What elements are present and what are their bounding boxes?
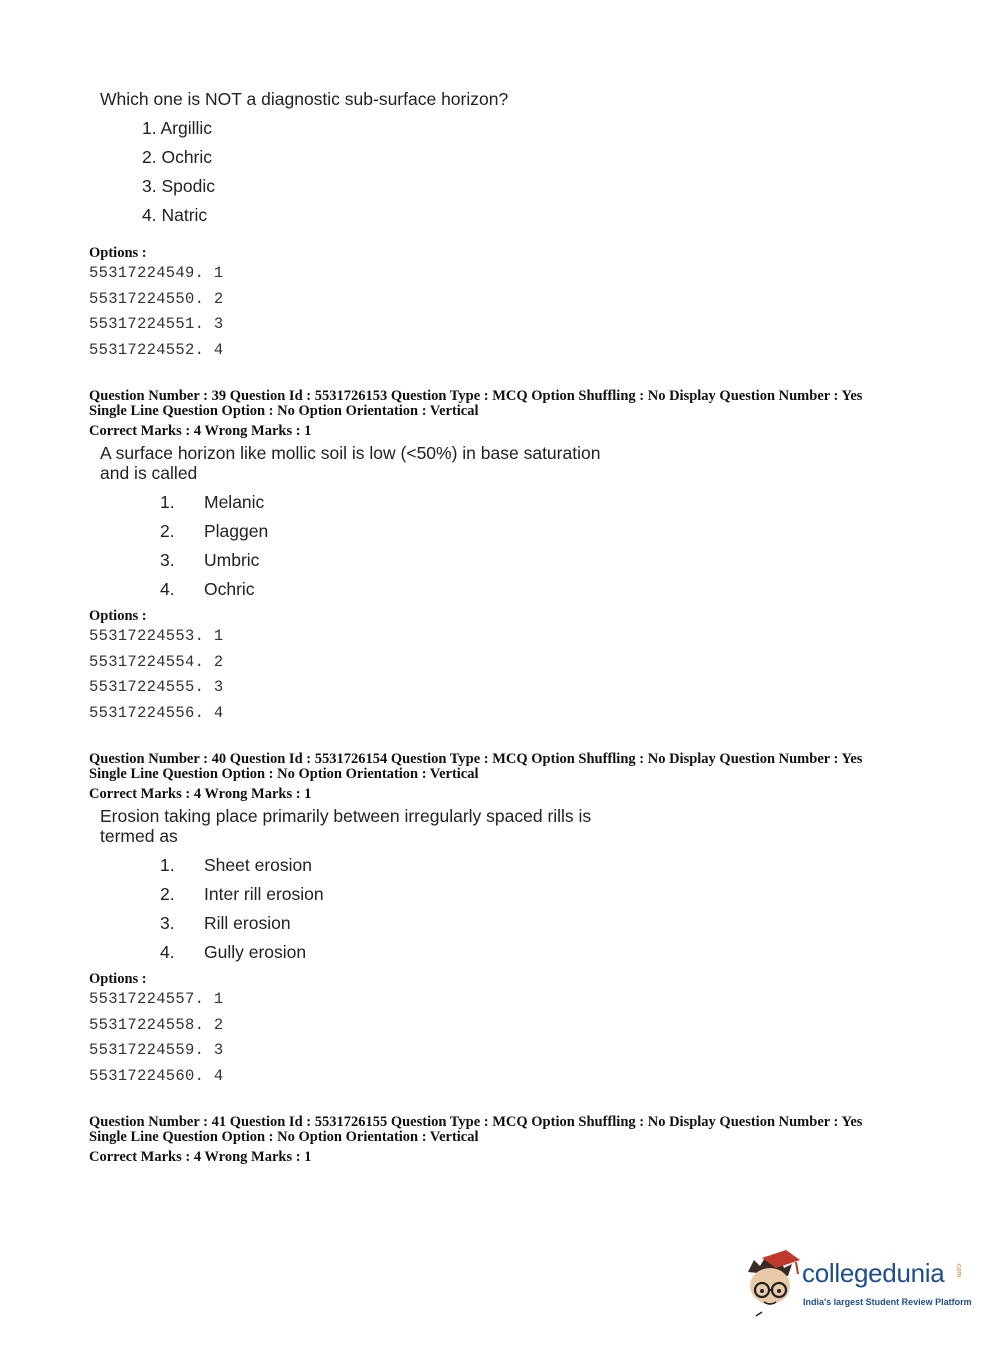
choice-text: Melanic [204,492,265,512]
question-header-options: Single Line Question Option : No Option Orientation : Vertical [89,403,479,419]
option-id-1: 55317224557. 1 [89,990,224,1008]
option-id-4: 55317224560. 4 [89,1067,224,1085]
question-header-options: Single Line Question Option : No Option Orientation : Vertical [89,766,479,782]
choice-number: 3. [160,550,175,570]
choice-number: 3. [160,913,175,933]
choice-2 [160,884,324,905]
question-text-line-2: and is called [100,463,198,483]
logo-domain-suffix: .com [955,1262,962,1278]
choice-3: 3. Spodic [142,176,215,196]
question-text-line-1: A surface horizon like mollic soil is low (<50%) in base saturation [100,443,601,463]
choice-text: Ochric [204,579,255,599]
question-marks: Correct Marks : 4 Wrong Marks : 1 [89,1149,312,1165]
choice-4 [160,942,306,963]
choice-number: 1. [160,492,175,512]
option-id-4: 55317224556. 4 [89,704,224,722]
option-id-3: 55317224559. 3 [89,1041,224,1059]
question-marks: Correct Marks : 4 Wrong Marks : 1 [89,786,312,802]
logo-tagline: India's largest Student Review Platform [803,1297,972,1307]
options-label: Options : [89,608,147,624]
choice-text: Inter rill erosion [204,884,324,904]
options-label: Options : [89,245,147,261]
question-text-line-1: Erosion taking place primarily between irregularly spaced rills is [100,806,592,826]
choice-3 [160,550,259,571]
choice-text: Gully erosion [204,942,307,962]
mascot-icon [742,1250,802,1320]
choice-1: 1. Argillic [142,118,213,138]
choice-text: Sheet erosion [204,855,312,875]
choice-3 [160,913,291,934]
collegedunia-logo[interactable] [742,1250,972,1320]
option-id-2: 55317224550. 2 [89,290,224,308]
choice-2: 2. Ochric [142,147,213,167]
choice-2 [160,521,268,542]
question-header: Question Number : 40 Question Id : 5531726154 Question Type : MCQ Option Shuffling : No Display Question Number : Yes [89,751,863,767]
question-marks: Correct Marks : 4 Wrong Marks : 1 [89,423,312,439]
choice-number: 4. [160,942,175,962]
option-id-3: 55317224555. 3 [89,678,224,696]
choice-4 [160,579,255,600]
option-id-2: 55317224558. 2 [89,1016,224,1034]
choice-number: 4. [160,579,175,599]
choice-1 [160,855,312,876]
choice-1 [160,492,264,513]
options-label: Options : [89,971,147,987]
logo-wordmark: collegedunia [802,1258,945,1288]
option-id-2: 55317224554. 2 [89,653,224,671]
question-text-line-2: termed as [100,826,178,846]
choice-text: Umbric [204,550,260,570]
choice-text: Plaggen [204,521,269,541]
choice-number: 2. [160,521,175,541]
option-id-3: 55317224551. 3 [89,315,224,333]
option-id-4: 55317224552. 4 [89,341,224,359]
choice-number: 2. [160,884,175,904]
option-id-1: 55317224553. 1 [89,627,224,645]
question-text: Which one is NOT a diagnostic sub-surface horizon? [100,89,509,109]
choice-4: 4. Natric [142,205,208,225]
question-header: Question Number : 41 Question Id : 5531726155 Question Type : MCQ Option Shuffling : No Display Question Number : Yes [89,1114,863,1130]
choice-number: 1. [160,855,175,875]
question-header-options: Single Line Question Option : No Option Orientation : Vertical [89,1129,479,1145]
option-id-1: 55317224549. 1 [89,264,224,282]
question-header: Question Number : 39 Question Id : 5531726153 Question Type : MCQ Option Shuffling : No Display Question Number : Yes [89,388,863,404]
choice-text: Rill erosion [204,913,291,933]
